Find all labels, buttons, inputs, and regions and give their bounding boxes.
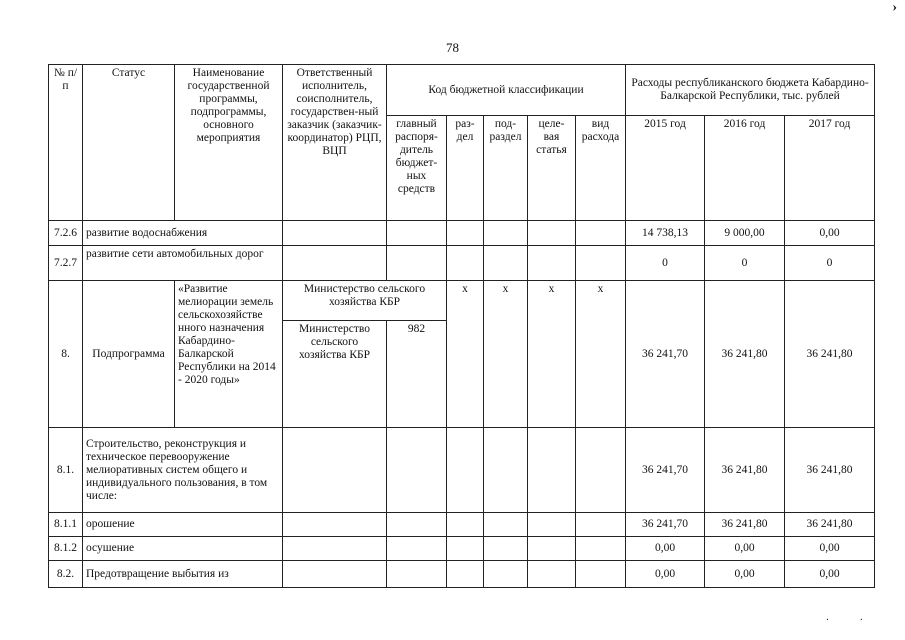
row-2015: 0 xyxy=(626,246,705,281)
header-year-2015: 2015 год xyxy=(626,116,705,221)
header-num: № п/п xyxy=(49,65,83,221)
corner-mark: › xyxy=(892,0,897,15)
row-executor-b: Министерство сельского хозяйства КБР xyxy=(283,321,387,428)
row-expense-type xyxy=(576,561,626,588)
header-executor: Ответственный исполнитель, соисполнитель, государствен-ный заказчик (заказчик-координатор) РЦП, ВЦП xyxy=(283,65,387,221)
row-2016: 9 000,00 xyxy=(705,221,785,246)
row-target-item xyxy=(528,428,576,513)
row-2017: 36 241,80 xyxy=(785,281,875,428)
row-subsection xyxy=(484,537,528,561)
row-executor xyxy=(283,561,387,588)
row-name: Строительство, реконструкция и техническое перевооружение мелиоративных систем общего и индивидуального пользования, в том числе: xyxy=(83,428,283,513)
row-expense-type xyxy=(576,428,626,513)
row-name: осушение xyxy=(83,537,283,561)
row-main-manager: 982 xyxy=(387,321,447,428)
header-year-2016: 2016 год xyxy=(705,116,785,221)
row-num: 8.1.2 xyxy=(49,537,83,561)
row-section: х xyxy=(447,281,484,428)
row-section xyxy=(447,246,484,281)
scan-artifact: · · xyxy=(825,615,877,626)
row-target-item: х xyxy=(528,281,576,428)
row-section xyxy=(447,513,484,537)
header-name: Наименование государственной программы, подпрограммы, основного мероприятия xyxy=(175,65,283,221)
header-expense-type: вид расхода xyxy=(576,116,626,221)
row-name: развитие водоснабжения xyxy=(83,221,283,246)
row-main-manager xyxy=(387,221,447,246)
row-main-manager xyxy=(387,561,447,588)
row-2016: 0 xyxy=(705,246,785,281)
header-section: раз-дел xyxy=(447,116,484,221)
row-2015: 36 241,70 xyxy=(626,281,705,428)
row-executor-a: Министерство сельского хозяйства КБР xyxy=(283,281,447,321)
row-2017: 0,00 xyxy=(785,537,875,561)
row-expense-type: х xyxy=(576,281,626,428)
row-num: 8.1.1 xyxy=(49,513,83,537)
row-num: 8.2. xyxy=(49,561,83,588)
row-2016: 36 241,80 xyxy=(705,428,785,513)
row-num: 8.1. xyxy=(49,428,83,513)
row-target-item xyxy=(528,246,576,281)
row-section xyxy=(447,221,484,246)
table-row xyxy=(49,246,875,281)
row-2017: 36 241,80 xyxy=(785,513,875,537)
row-2015: 14 738,13 xyxy=(626,221,705,246)
row-2016: 0,00 xyxy=(705,561,785,588)
row-main-manager xyxy=(387,513,447,537)
header-target-item: целе-вая статья xyxy=(528,116,576,221)
row-2017: 36 241,80 xyxy=(785,428,875,513)
row-name: «Развитие мелиорации земель сельскохозяйстве нного назначения Кабардино-Балкарской Республики на 2014 - 2020 годы» xyxy=(175,281,283,428)
row-expense-type xyxy=(576,537,626,561)
row-2017: 0,00 xyxy=(785,221,875,246)
row-2017: 0,00 xyxy=(785,561,875,588)
row-section xyxy=(447,428,484,513)
row-subsection xyxy=(484,513,528,537)
row-target-item xyxy=(528,561,576,588)
row-section xyxy=(447,537,484,561)
row-num: 7.2.6 xyxy=(49,221,83,246)
row-main-manager xyxy=(387,428,447,513)
table-row xyxy=(49,513,875,537)
header-status: Статус xyxy=(83,65,175,221)
row-expense-type xyxy=(576,246,626,281)
row-name: орошение xyxy=(83,513,283,537)
table-row xyxy=(49,537,875,561)
row-executor xyxy=(283,513,387,537)
row-subsection xyxy=(484,428,528,513)
row-target-item xyxy=(528,537,576,561)
row-main-manager xyxy=(387,246,447,281)
header-expenses: Расходы республиканского бюджета Кабардино-Балкарской Республики, тыс. рублей xyxy=(626,65,875,116)
row-expense-type xyxy=(576,221,626,246)
row-status: Подпрограмма xyxy=(83,281,175,428)
table-row xyxy=(49,428,875,513)
table-row xyxy=(49,221,875,246)
row-2015: 0,00 xyxy=(626,561,705,588)
header-budget-code: Код бюджетной классификации xyxy=(387,65,626,116)
row-name: развитие сети автомобильных дорог xyxy=(83,246,283,281)
row-2015: 0,00 xyxy=(626,537,705,561)
header-subsection: под-раздел xyxy=(484,116,528,221)
row-num: 8. xyxy=(49,281,83,428)
row-executor xyxy=(283,428,387,513)
row-2017: 0 xyxy=(785,246,875,281)
header-row xyxy=(49,65,875,116)
row-executor xyxy=(283,537,387,561)
row-2016: 0,00 xyxy=(705,537,785,561)
header-year-2017: 2017 год xyxy=(785,116,875,221)
budget-table xyxy=(48,64,875,588)
row-subsection: х xyxy=(484,281,528,428)
row-name: Предотвращение выбытия из xyxy=(83,561,283,588)
row-expense-type xyxy=(576,513,626,537)
row-subsection xyxy=(484,246,528,281)
row-main-manager xyxy=(387,537,447,561)
row-num: 7.2.7 xyxy=(49,246,83,281)
row-2015: 36 241,70 xyxy=(626,513,705,537)
row-subsection xyxy=(484,561,528,588)
row-subsection xyxy=(484,221,528,246)
row-executor xyxy=(283,246,387,281)
row-target-item xyxy=(528,513,576,537)
table-row-subprogram xyxy=(49,281,875,321)
header-main-manager: главный распоря-дитель бюджет-ных средств xyxy=(387,116,447,221)
row-section xyxy=(447,561,484,588)
table-row xyxy=(49,561,875,588)
page-number: 78 xyxy=(446,40,459,55)
row-2016: 36 241,80 xyxy=(705,513,785,537)
row-2016: 36 241,80 xyxy=(705,281,785,428)
row-executor xyxy=(283,221,387,246)
row-target-item xyxy=(528,221,576,246)
row-2015: 36 241,70 xyxy=(626,428,705,513)
